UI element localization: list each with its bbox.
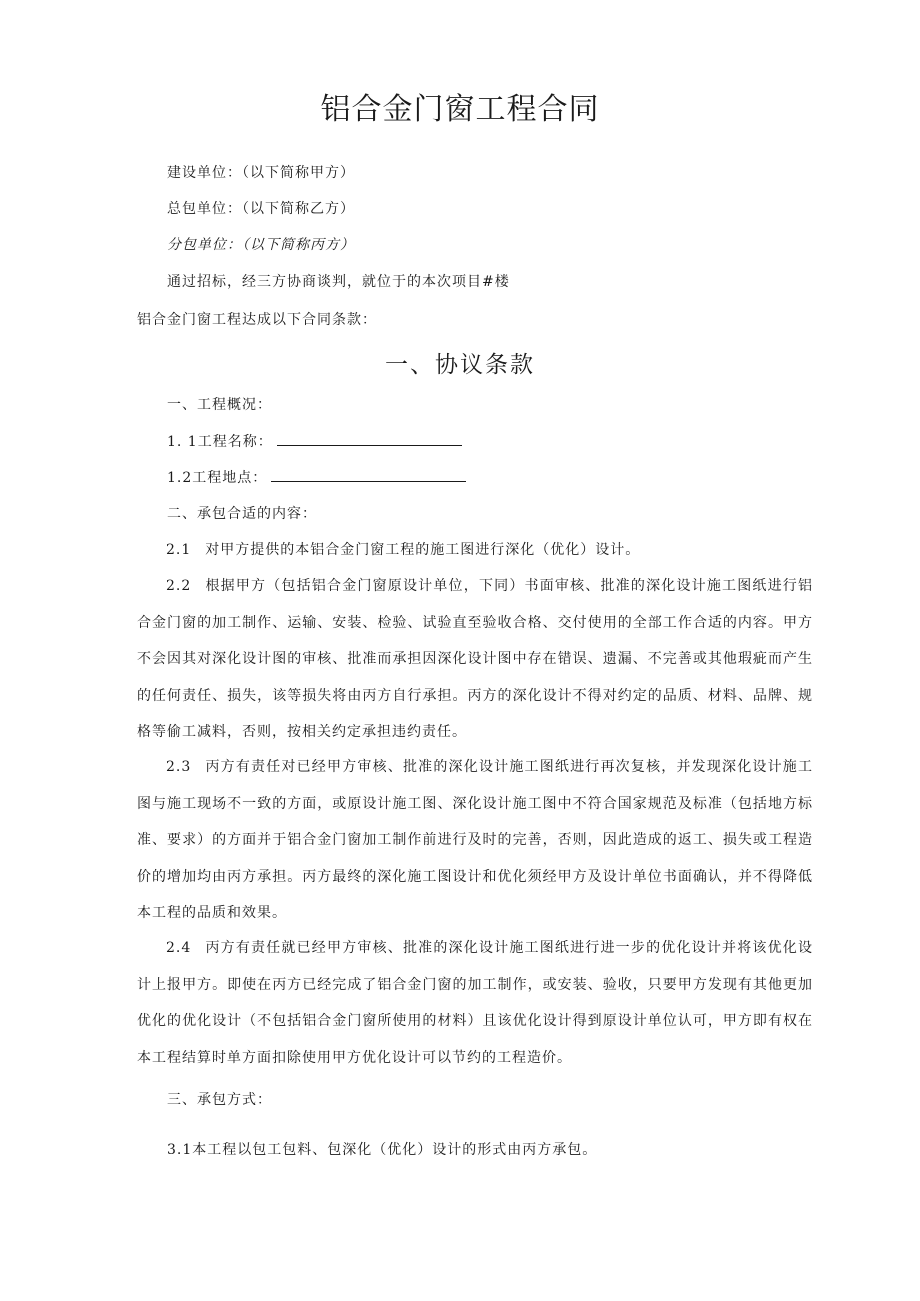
clause-2-4-text: 丙方有责任就已经甲方审核、批准的深化设计施工图纸进行进一步的优化设计并将该优化设计上报甲方。即使在丙方已经完成了铝合金门窗的加工制作，或安装、验收，只要甲方发现有其他更加优化的优化设计（不包括铝合金门窗所使用的材料）且该优化设计得到原设计单位认可，甲方即有权在本工程结算时单方面扣除使用甲方优化设计可以节约的工程造价。 [137,940,813,1066]
clause-2-3-text: 丙方有责任对已经甲方审核、批准的深化设计施工图纸进行再次复核，并发现深化设计施工图与施工现场不一致的方面，或原设计施工图、深化设计施工图中不符合国家规范及标准（包括地方标准、要求）的方面并于铝合金门窗加工制作前进行及时的完善，否则，因此造成的返工、损失或工程造价的增加均由丙方承担。丙方最终的深化施工图设计和优化须经甲方及设计单位书面确认，并不得降低本工程的品质和效果。 [137,759,813,921]
clause-2-1-text: 对甲方提供的本铝合金门窗工程的施工图进行深化（优化）设计。 [205,542,641,558]
heading-project-overview: 一、工程概况： [167,397,272,413]
party-owner: 建设单位：（以下简称甲方） [167,165,355,181]
heading-scope: 二、承包合适的内容： [167,506,317,522]
clause-2-2-text: 根据甲方（包括铝合金门窗原设计单位，下同）书面审核、批准的深化设计施工图纸进行铝合金门窗的加工制作、运输、安装、检验、试验直至验收合格、交付使用的全部工作合适的内容。甲方不会因其对深化设计图的审核、批准而承担因深化设计图中存在错误、遗漏、不完善或其他瑕疵而产生的任何责任、损失，该等损失将由丙方自行承担。丙方的深化设计不得对约定的品质、材料、品牌、规格等偷工减料，否则，按相关约定承担违约责任。 [137,578,813,740]
clause-2-1 [137,532,813,569]
clause-2-1-number: 2.1 [166,542,192,558]
project-name-label: 1. 1工程名称： [167,434,273,450]
clause-3-1: 3.1本工程以包工包料、包深化（优化）设计的形式由丙方承包。 [167,1142,598,1158]
section-title: 一、协议条款 [385,352,535,378]
intro-line-1: 通过招标，经三方协商谈判，就位于的本次项目#楼 [167,274,510,290]
intro-line-2: 铝合金门窗工程达成以下合同条款： [137,312,377,328]
clause-2-2 [137,568,813,751]
clause-2-3 [137,749,813,932]
project-location-label: 1.2工程地点： [167,470,268,486]
party-subcontractor: 分包单位：（以下简称丙方） [167,237,355,253]
clause-2-4-number: 2.4 [166,940,192,956]
project-location-row [167,467,466,488]
project-name-blank [277,431,462,446]
document-title: 铝合金门窗工程合同 [320,92,600,127]
project-location-blank [271,467,466,482]
heading-contract-method: 三、承包方式： [167,1092,272,1108]
clause-2-3-number: 2.3 [166,759,192,775]
clause-2-4 [137,930,813,1076]
party-general-contractor: 总包单位：（以下简称乙方） [167,201,355,217]
clause-2-2-number: 2.2 [166,578,192,594]
project-name-row [167,431,462,452]
